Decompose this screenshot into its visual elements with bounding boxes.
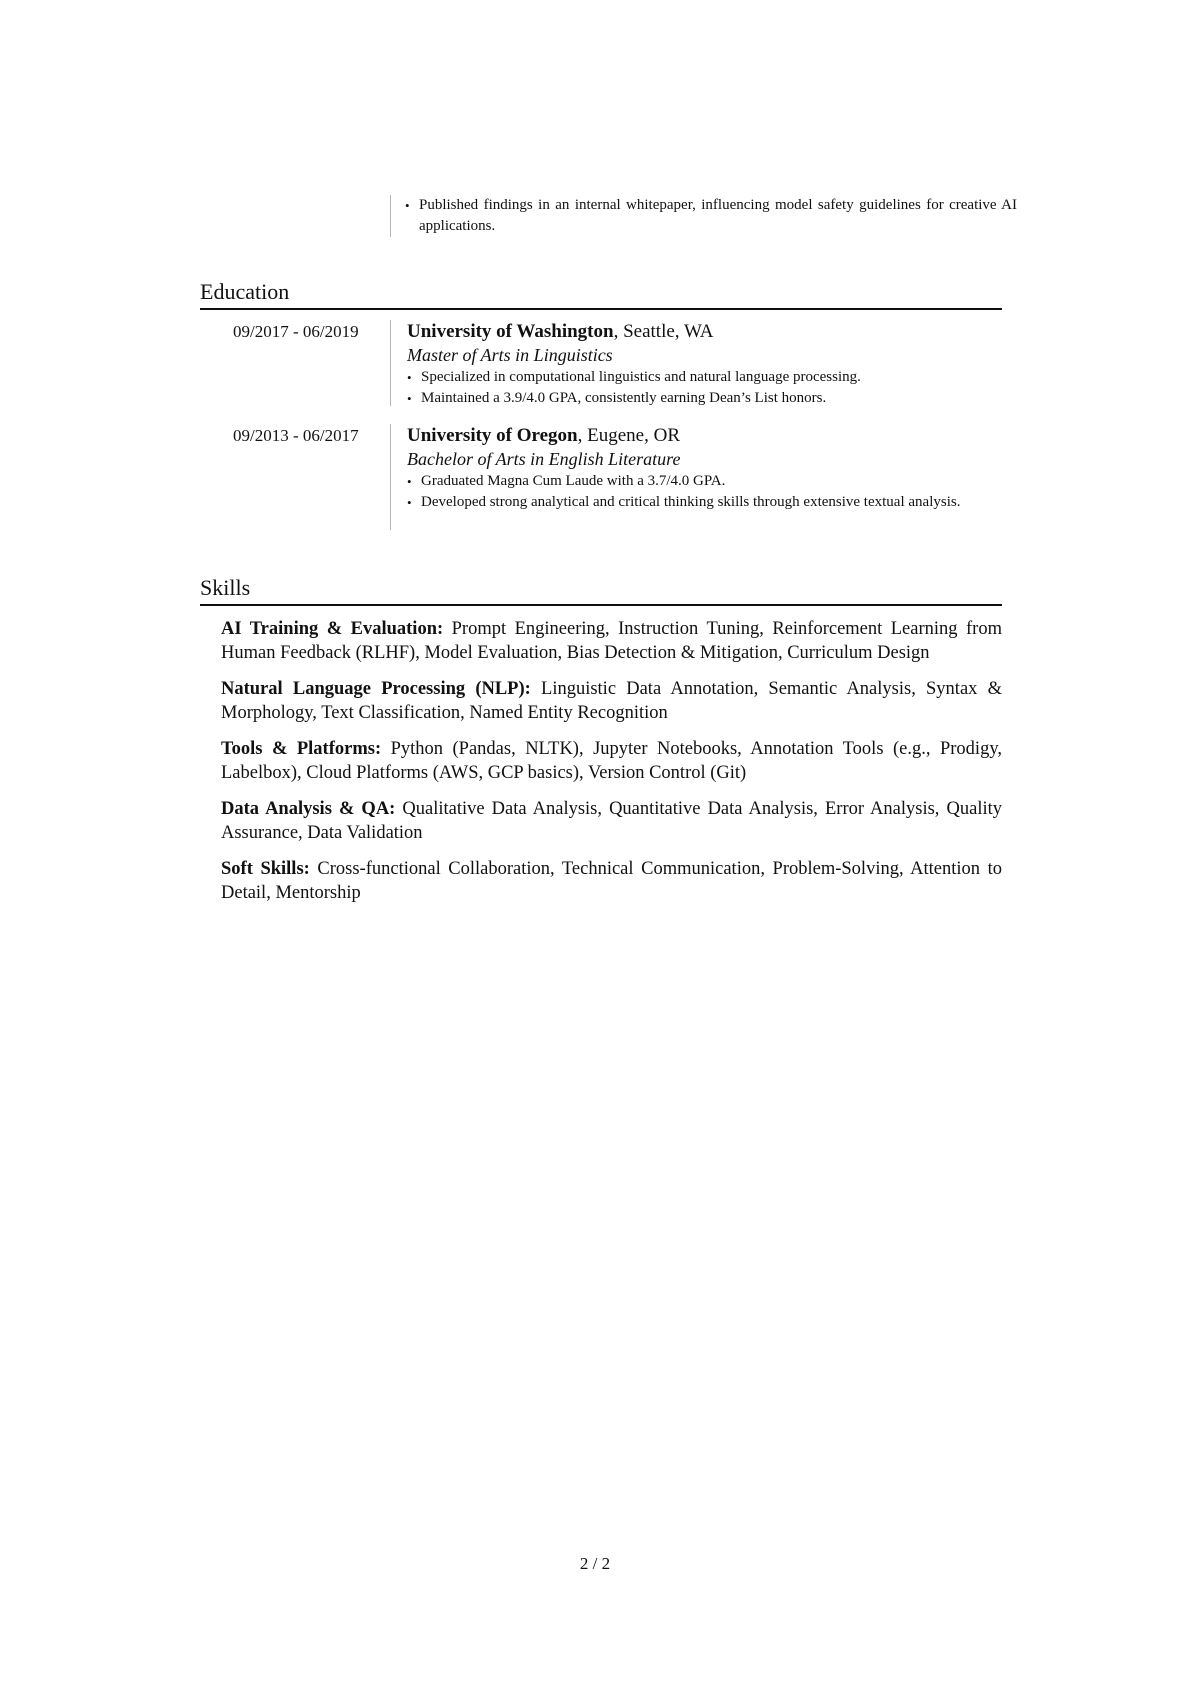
school-name: University of Washington	[407, 321, 614, 342]
skill-item	[221, 798, 1002, 845]
page-number: 2 / 2	[579, 1554, 611, 1573]
skill-text: Python (Pandas, NLTK), Jupyter Notebooks, Annotation Tools (e.g., Prodigy, Labelbox), Cloud Platforms (AWS, GCP basics), Version Control (Git)	[221, 739, 1002, 783]
skill-item	[221, 618, 1002, 665]
education-bullet-list	[407, 471, 1001, 513]
school-name: University of Oregon	[407, 425, 578, 446]
degree-title: Bachelor of Arts in English Literature	[407, 449, 681, 469]
degree-title: Master of Arts in Linguistics	[407, 345, 613, 365]
education-bullet-list	[407, 367, 1001, 409]
education-details	[390, 320, 1001, 406]
skill-item	[221, 858, 1002, 905]
skill-text: Cross-functional Collaboration, Technical Communication, Problem-Solving, Attention to Detail, Mentorship	[221, 859, 1002, 903]
experience-continuation	[390, 195, 1017, 237]
experience-bullet: • Published findings in an internal whitepaper, influencing model safety guidelines for creative AI applications.	[405, 195, 1017, 237]
school-location: , Eugene, OR	[577, 425, 681, 446]
education-section-title: Education	[200, 278, 1002, 310]
education-bullet: • Maintained a 3.9/4.0 GPA, consistently earning Dean’s List honors.	[407, 388, 1001, 409]
education-heading	[407, 320, 1001, 344]
education-details	[390, 424, 1001, 530]
experience-bullet-list	[405, 195, 1017, 237]
skill-item	[221, 678, 1002, 725]
skill-text: Linguistic Data Annotation, Semantic Analysis, Syntax & Morphology, Text Classification, Named Entity Recognition	[221, 679, 1002, 723]
education-heading	[407, 424, 1001, 448]
skill-category: Soft Skills:	[221, 859, 310, 879]
education-dates: 09/2013 - 06/2017	[233, 426, 359, 445]
skill-category: AI Training & Evaluation:	[221, 619, 444, 639]
skills-section-title: Skills	[200, 574, 1002, 606]
education-bullet: • Developed strong analytical and critical thinking skills through extensive textual analysis.	[407, 492, 1001, 513]
skill-text: Prompt Engineering, Instruction Tuning, Reinforcement Learning from Human Feedback (RLHF), Model Evaluation, Bias Detection & Mitigation, Curriculum Design	[221, 619, 1002, 663]
skill-text: Qualitative Data Analysis, Quantitative Data Analysis, Error Analysis, Quality Assurance, Data Validation	[221, 799, 1002, 843]
education-bullet: • Graduated Magna Cum Laude with a 3.7/4.0 GPA.	[407, 471, 1001, 492]
education-dates: 09/2017 - 06/2019	[233, 322, 359, 341]
skill-category: Tools & Platforms:	[221, 739, 382, 759]
skill-item	[221, 738, 1002, 785]
skill-category: Data Analysis & QA:	[221, 799, 396, 819]
skill-category: Natural Language Processing (NLP):	[221, 679, 531, 699]
skills-list	[221, 618, 1002, 918]
school-location: , Seattle, WA	[613, 321, 714, 342]
education-bullet: • Specialized in computational linguistics and natural language processing.	[407, 367, 1001, 388]
